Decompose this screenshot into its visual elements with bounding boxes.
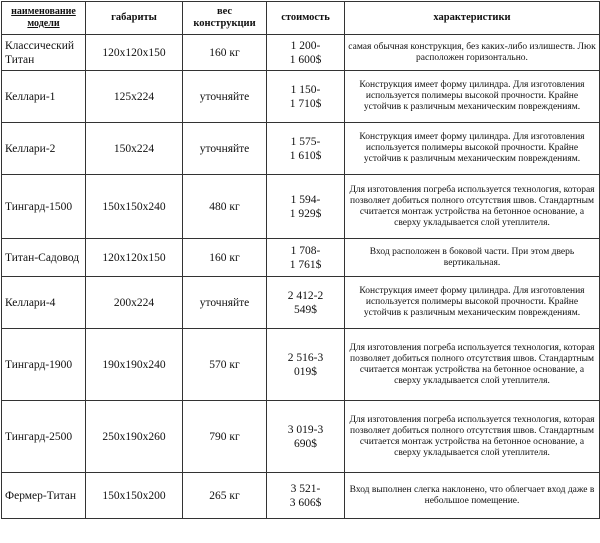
model-characteristics: Для изготовления погреба используется технология, которая позволяет добиться полного отсутствия швов. Стандартным считается монтаж устройства на бетонное основание, а сверху укладывается слой утеплителя. (345, 401, 600, 473)
model-weight: 160 кг (183, 35, 267, 71)
model-weight: уточняйте (183, 71, 267, 123)
model-price: 3 521- 3 606$ (267, 473, 345, 519)
model-name: Тингард-2500 (2, 401, 86, 473)
model-size: 250х190х260 (86, 401, 183, 473)
header-characteristics: характеристики (345, 2, 600, 35)
table-row (2, 35, 600, 71)
table-row (2, 473, 600, 519)
model-price: 1 708- 1 761$ (267, 239, 345, 277)
header-model: наименование модели (2, 2, 86, 35)
model-price: 3 019-3 690$ (267, 401, 345, 473)
table-row (2, 71, 600, 123)
model-size: 150х224 (86, 123, 183, 175)
header-price: стоимость (267, 2, 345, 35)
model-size: 150х150х200 (86, 473, 183, 519)
header-size: габариты (86, 2, 183, 35)
model-weight: 160 кг (183, 239, 267, 277)
model-price: 1 575- 1 610$ (267, 123, 345, 175)
model-size: 150х150х240 (86, 175, 183, 239)
model-weight: уточняйте (183, 123, 267, 175)
model-size: 200х224 (86, 277, 183, 329)
table-row (2, 239, 600, 277)
model-name: Келлари-1 (2, 71, 86, 123)
model-weight: 570 кг (183, 329, 267, 401)
model-name: Фермер-Титан (2, 473, 86, 519)
table-row (2, 329, 600, 401)
model-name: Тингард-1900 (2, 329, 86, 401)
table-row (2, 123, 600, 175)
model-characteristics: Конструкция имеет форму цилиндра. Для изготовления используется полимеры высокой прочности. Крайне устойчив к различным механическим повреждениям. (345, 71, 600, 123)
table-row (2, 401, 600, 473)
model-characteristics: Вход расположен в боковой части. При этом дверь вертикальная. (345, 239, 600, 277)
cellar-comparison-table (1, 1, 600, 519)
model-characteristics: Для изготовления погреба используется технология, которая позволяет добиться полного отсутствия швов. Стандартным считается монтаж устройства на бетонное основание, а сверху укладывается слой утеплителя. (345, 175, 600, 239)
table-row (2, 277, 600, 329)
model-weight: 790 кг (183, 401, 267, 473)
table-row (2, 175, 600, 239)
model-price: 1 150- 1 710$ (267, 71, 345, 123)
model-price: 1 200- 1 600$ (267, 35, 345, 71)
model-weight: уточняйте (183, 277, 267, 329)
model-characteristics: самая обычная конструкция, без каких-либо излишеств. Люк расположен горизонтально. (345, 35, 600, 71)
model-price: 2 516-3 019$ (267, 329, 345, 401)
model-size: 120х120х150 (86, 239, 183, 277)
model-size: 120х120х150 (86, 35, 183, 71)
model-name: Титан-Садовод (2, 239, 86, 277)
model-size: 190х190х240 (86, 329, 183, 401)
model-characteristics: Для изготовления погреба используется технология, которая позволяет добиться полного отсутствия швов. Стандартным считается монтаж устройства на бетонное основание, а сверху укладывается слой утеплителя. (345, 329, 600, 401)
model-characteristics: Конструкция имеет форму цилиндра. Для изготовления используется полимеры высокой прочности. Крайне устойчив к различным механическим повреждениям. (345, 123, 600, 175)
model-name: Келлари-2 (2, 123, 86, 175)
model-price: 1 594- 1 929$ (267, 175, 345, 239)
header-weight: вес конструкции (183, 2, 267, 35)
model-characteristics: Вход выполнен слегка наклонено, что облегчает вход даже в небольшое помещение. (345, 473, 600, 519)
model-weight: 265 кг (183, 473, 267, 519)
model-price: 2 412-2 549$ (267, 277, 345, 329)
model-name: Классический Титан (2, 35, 86, 71)
model-name: Тингард-1500 (2, 175, 86, 239)
model-characteristics: Конструкция имеет форму цилиндра. Для изготовления используется полимеры высокой прочности. Крайне устойчив к различным механическим повреждениям. (345, 277, 600, 329)
table-header-row (2, 2, 600, 35)
model-size: 125х224 (86, 71, 183, 123)
model-name: Келлари-4 (2, 277, 86, 329)
model-weight: 480 кг (183, 175, 267, 239)
